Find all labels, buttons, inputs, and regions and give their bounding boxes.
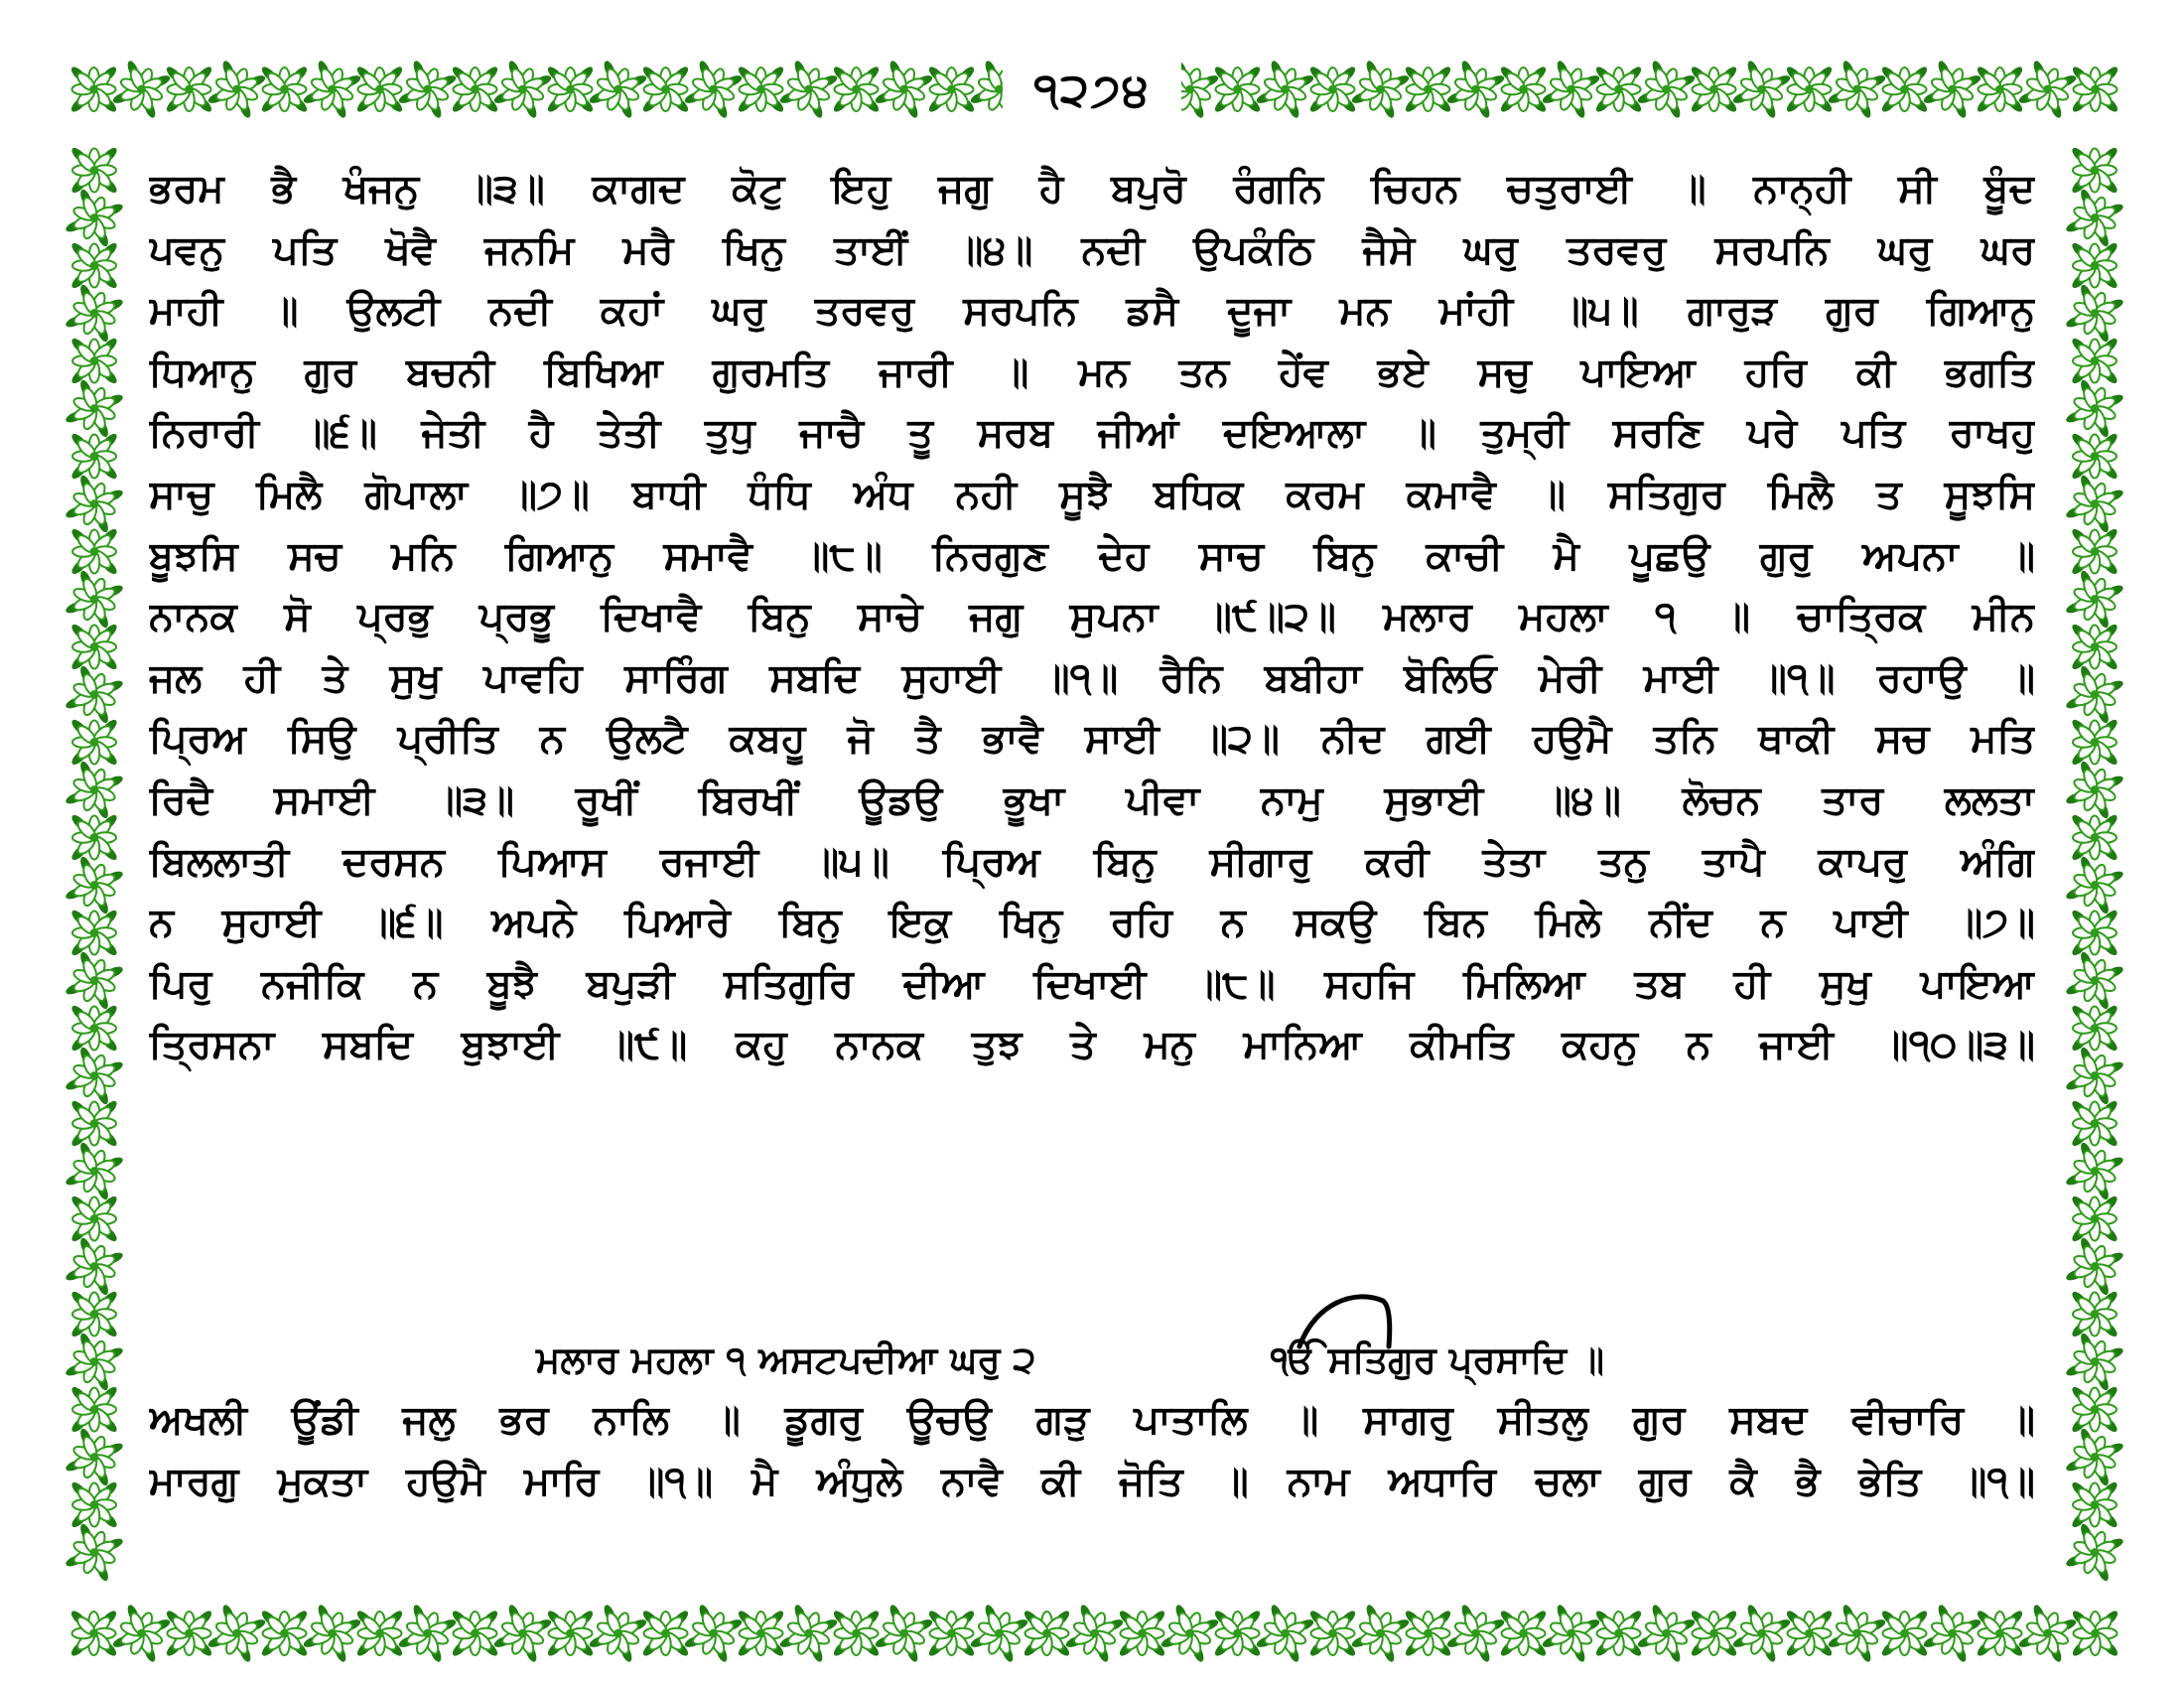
section-heading: ਮਲਾਰ ਮਹਲਾ ੧ ਅਸਟਪਦੀਆ ਘਰੁ ੨ bbox=[536, 1338, 1036, 1381]
flower-icon bbox=[1784, 1609, 1834, 1658]
flower-icon bbox=[1825, 1601, 1889, 1665]
flower-icon bbox=[205, 1601, 269, 1665]
flower-icon bbox=[2015, 57, 2080, 121]
flower-icon bbox=[62, 1234, 126, 1299]
flower-icon bbox=[1253, 1601, 1317, 1665]
flower-icon bbox=[69, 812, 119, 862]
flower-icon bbox=[69, 1194, 119, 1243]
section-heading-row bbox=[149, 1291, 2035, 1400]
flower-icon bbox=[62, 281, 126, 346]
flower-icon bbox=[69, 908, 119, 957]
flower-icon bbox=[2062, 1425, 2126, 1489]
flower-icon bbox=[1443, 57, 1508, 121]
flower-icon bbox=[69, 717, 119, 767]
flower-icon bbox=[1920, 57, 1984, 121]
flower-icon bbox=[2062, 1330, 2126, 1394]
flower-icon bbox=[1212, 65, 1262, 114]
flower-icon bbox=[2062, 281, 2126, 346]
flower-icon bbox=[2062, 567, 2126, 632]
flower-icon bbox=[69, 1289, 119, 1338]
flower-icon bbox=[1729, 1601, 1794, 1665]
flower-icon bbox=[62, 853, 126, 917]
flower-icon bbox=[831, 65, 881, 114]
flower-icon bbox=[1634, 57, 1699, 121]
flower-icon bbox=[831, 1609, 881, 1658]
flower-icon bbox=[2070, 145, 2119, 195]
flower-icon bbox=[1593, 65, 1643, 114]
flower-icon bbox=[69, 431, 119, 481]
flower-icon bbox=[2062, 853, 2126, 917]
flower-icon bbox=[1498, 65, 1548, 114]
flower-icon bbox=[2062, 758, 2126, 822]
flower-icon bbox=[1117, 1609, 1166, 1658]
flower-icon bbox=[1689, 65, 1738, 114]
verse-line: ਧਿਆਨੁ ਗੁਰ ਬਚਨੀ ਬਿਖਿਆ ਗੁਰਮਤਿ ਜਾਰੀ ॥ ਮਨ ਤਨ ਹੇਂਵ ਭਏ ਸਚੁ ਪਾਇਆ ਹਰਿ ਕੀ ਭਗਤਿ bbox=[149, 349, 2035, 395]
flower-icon bbox=[1498, 1609, 1548, 1658]
flower-icon bbox=[1879, 1609, 1929, 1658]
flower-icon bbox=[2062, 472, 2126, 536]
flower-icon bbox=[1022, 1609, 1071, 1658]
flower-icon bbox=[205, 57, 269, 121]
flower-icon bbox=[1975, 65, 2024, 114]
flower-icon bbox=[2070, 622, 2119, 671]
flower-icon bbox=[967, 1601, 1031, 1665]
flower-icon bbox=[62, 1425, 126, 1489]
flower-icon bbox=[640, 65, 690, 114]
flower-icon bbox=[1784, 65, 1834, 114]
flower-icon bbox=[1307, 65, 1357, 114]
flower-icon bbox=[2070, 812, 2119, 862]
flower-icon bbox=[1403, 65, 1452, 114]
flower-icon bbox=[69, 1003, 119, 1053]
flower-icon bbox=[259, 1609, 309, 1658]
verse-line: ਪਵਨੁ ਪਤਿ ਖੋਵੈ ਜਨਮਿ ਮਰੈ ਖਿਨੁ ਤਾਈਂ ॥੪॥ ਨਦੀ ਉਪਕੰਠਿ ਜੈਸੇ ਘਰੁ ਤਰਵਰੁ ਸਰਪਨਿ ਘਰੁ ਘਰ bbox=[149, 226, 2035, 273]
verse-line: ਭਰਮ ਭੈ ਖੰਜਨੁ ॥੩॥ ਕਾਗਦ ਕੋਟੁ ਇਹੁ ਜਗੁ ਹੈ ਬਪੁਰੋ ਰੰਗਨਿ ਚਿਹਨ ਚਤੁਰਾਈ ॥ ਨਾਨ੍ਹੀ ਸੀ ਬੂੰਦ bbox=[149, 166, 2035, 211]
flower-icon bbox=[69, 240, 119, 290]
verse-line: ਰਿਦੈ ਸਮਾਈ ॥੩॥ ਰੂਖੀਂ ਬਿਰਖੀਂ ਊਡਉ ਭੂਖਾ ਪੀਵਾ ਨਾਮੁ ਸੁਭਾਈ ॥੪॥ ਲੋਚਨ ਤਾਰ ਲਲਤਾ bbox=[149, 776, 2035, 823]
flower-icon bbox=[776, 1601, 841, 1665]
verse-line: ਸਾਚੁ ਮਿਲੈ ਗੋਪਾਲਾ ॥੭॥ ਬਾਧੀ ਧੰਧਿ ਅੰਧ ਨਹੀ ਸੂਝੈ ਬਧਿਕ ਕਰਮ ਕਮਾਵੈ ॥ ਸਤਿਗੁਰ ਮਿਲੈ ਤ ਸੂਝਸਿ bbox=[149, 471, 2035, 517]
flower-icon bbox=[872, 1601, 936, 1665]
flower-icon bbox=[586, 57, 650, 121]
tail-text-block bbox=[149, 1390, 2035, 1512]
flower-icon bbox=[62, 1330, 126, 1394]
flower-icon bbox=[1348, 57, 1413, 121]
flower-icon bbox=[2062, 1234, 2126, 1299]
flower-icon bbox=[259, 65, 309, 114]
flower-icon bbox=[62, 1520, 126, 1585]
flower-icon bbox=[69, 622, 119, 671]
flower-icon bbox=[109, 1601, 174, 1665]
flower-icon bbox=[2070, 240, 2119, 290]
verse-line: ਅਖਲੀ ਊਂਡੀ ਜਲੁ ਭਰ ਨਾਲਿ ॥ ਡੂਗਰੁ ਊਚਉ ਗੜੁ ਪਾਤਾਲਿ ॥ ਸਾਗਰੁ ਸੀਤਲੁ ਗੁਰ ਸਬਦ ਵੀਚਾਰਿ ॥ bbox=[149, 1397, 2035, 1443]
flower-icon bbox=[776, 57, 841, 121]
flower-icon bbox=[68, 1609, 118, 1658]
main-text-block bbox=[149, 159, 2035, 1076]
flower-icon bbox=[2070, 65, 2119, 114]
flower-icon bbox=[69, 1384, 119, 1434]
flower-icon bbox=[69, 1479, 119, 1529]
flower-icon bbox=[2070, 336, 2119, 385]
flower-icon bbox=[681, 57, 746, 121]
flower-icon bbox=[1307, 1609, 1357, 1658]
flower-icon bbox=[164, 1609, 213, 1658]
flower-icon bbox=[62, 662, 126, 727]
verse-line: ਮਾਰਗੁ ਮੁਕਤਾ ਹਉਮੈ ਮਾਰਿ ॥੧॥ ਮੈ ਅੰਧੁਲੇ ਨਾਵੈ ਕੀ ਜੋਤਿ ॥ ਨਾਮ ਅਧਾਰਿ ਚਲਾ ਗੁਰ ਕੈ ਭੈ ਭੇਤਿ ॥੧॥ bbox=[149, 1458, 2035, 1504]
flower-icon bbox=[2062, 1520, 2126, 1585]
page-number-box bbox=[1003, 58, 1181, 123]
flower-icon bbox=[490, 1601, 555, 1665]
floral-border-left bbox=[60, 124, 129, 1599]
flower-icon bbox=[681, 1601, 746, 1665]
verse-line: ਤ੍ਰਿਸਨਾ ਸਬਦਿ ਬੁਝਾਈ ॥੯॥ ਕਹੁ ਨਾਨਕ ਤੁਝ ਤੇ ਮਨੁ ਮਾਨਿਆ ਕੀਮਤਿ ਕਹਨੁ ਨ ਜਾਈ ॥੧੦॥੩॥ bbox=[149, 1022, 2035, 1068]
flower-icon bbox=[2070, 1194, 2119, 1243]
flower-icon bbox=[2062, 1139, 2126, 1203]
flower-icon bbox=[69, 526, 119, 576]
flower-icon bbox=[68, 65, 118, 114]
flower-icon bbox=[2070, 1479, 2119, 1529]
flower-icon bbox=[69, 1098, 119, 1148]
flower-icon bbox=[1348, 1601, 1413, 1665]
flower-icon bbox=[2062, 376, 2126, 441]
flower-icon bbox=[1920, 1601, 1984, 1665]
flower-icon bbox=[69, 336, 119, 385]
flower-icon bbox=[736, 1609, 785, 1658]
flower-icon bbox=[1539, 1601, 1603, 1665]
flower-icon bbox=[586, 1601, 650, 1665]
verse-line: ਨ ਸੁਹਾਈ ॥੬॥ ਅਪਨੇ ਪਿਆਰੇ ਬਿਨੁ ਇਕੁ ਖਿਨੁ ਰਹਿ ਨ ਸਕਉ ਬਿਨ ਮਿਲੇ ਨੀਂਦ ਨ ਪਾਈ ॥੭॥ bbox=[149, 900, 2035, 946]
flower-icon bbox=[1593, 1609, 1643, 1658]
flower-icon bbox=[736, 65, 785, 114]
flower-icon bbox=[872, 57, 936, 121]
flower-icon bbox=[490, 57, 555, 121]
flower-icon bbox=[109, 57, 174, 121]
flower-icon bbox=[640, 1609, 690, 1658]
verse-line: ਜਲ ਹੀ ਤੇ ਸੁਖੁ ਪਾਵਹਿ ਸਾਰਿੰਗ ਸਬਦਿ ਸੁਹਾਈ ॥੧॥ ਰੈਨਿ ਬਬੀਹਾ ਬੋਲਿਓ ਮੇਰੀ ਮਾਈ ॥੧॥ ਰਹਾਉ ॥ bbox=[149, 654, 2035, 701]
flower-icon bbox=[2070, 1098, 2119, 1148]
flower-icon bbox=[1253, 57, 1317, 121]
flower-icon bbox=[2062, 1044, 2126, 1108]
flower-icon bbox=[395, 1601, 460, 1665]
verse-line: ਮਾਹੀ ॥ ਉਲਟੀ ਨਦੀ ਕਹਾਂ ਘਰੁ ਤਰਵਰੁ ਸਰਪਨਿ ਡਸੈ ਦੂਜਾ ਮਨ ਮਾਂਹੀ ॥੫॥ ਗਾਰੁੜ ਗੁਰ ਗਿਆਨੁ bbox=[149, 288, 2035, 335]
flower-icon bbox=[1158, 1601, 1222, 1665]
flower-icon bbox=[545, 65, 595, 114]
flower-icon bbox=[164, 65, 213, 114]
flower-icon bbox=[2070, 1384, 2119, 1434]
floral-border-bottom bbox=[60, 1599, 2129, 1668]
flower-icon bbox=[62, 472, 126, 536]
flower-icon bbox=[395, 57, 460, 121]
flower-icon bbox=[300, 57, 364, 121]
flower-icon bbox=[450, 1609, 499, 1658]
flower-icon bbox=[926, 65, 976, 114]
flower-icon bbox=[2062, 948, 2126, 1013]
flower-icon bbox=[1062, 1601, 1127, 1665]
flower-icon bbox=[2070, 1609, 2119, 1658]
flower-icon bbox=[2062, 186, 2126, 250]
flower-icon bbox=[1689, 1609, 1738, 1658]
flower-icon bbox=[1539, 57, 1603, 121]
flower-icon bbox=[1403, 1609, 1452, 1658]
flower-icon bbox=[1729, 57, 1794, 121]
floral-border-right bbox=[2060, 124, 2129, 1599]
flower-icon bbox=[2070, 1003, 2119, 1053]
flower-icon bbox=[2062, 662, 2126, 727]
verse-line: ਪਿਰੁ ਨਜੀਕਿ ਨ ਬੂਝੈ ਬਪੁੜੀ ਸਤਿਗੁਰਿ ਦੀਆ ਦਿਖਾਈ ॥੮॥ ਸਹਜਿ ਮਿਲਿਆ ਤਬ ਹੀ ਸੁਖੁ ਪਾਇਆ bbox=[149, 960, 2035, 1007]
flower-icon bbox=[69, 145, 119, 195]
flower-icon bbox=[62, 758, 126, 822]
verse-line: ਨਿਰਾਰੀ ॥੬॥ ਜੇਤੀ ਹੈ ਤੇਤੀ ਤੁਧੁ ਜਾਚੈ ਤੂ ਸਰਬ ਜੀਆਂ ਦਇਆਲਾ ॥ ਤੁਮ੍ਰੀ ਸਰਣਿ ਪਰੇ ਪਤਿ ਰਾਖਹੁ bbox=[149, 410, 2035, 457]
flower-icon bbox=[2015, 1601, 2080, 1665]
flower-icon bbox=[354, 65, 404, 114]
verse-line: ਪ੍ਰਿਅ ਸਿਉ ਪ੍ਰੀਤਿ ਨ ਉਲਟੈ ਕਬਹੂ ਜੋ ਤੈ ਭਾਵੈ ਸਾਈ ॥੨॥ ਨੀਦ ਗਈ ਹਉਮੈ ਤਨਿ ਥਾਕੀ ਸਚ ਮਤਿ bbox=[149, 716, 2035, 763]
flower-icon bbox=[926, 1609, 976, 1658]
flower-icon bbox=[2070, 526, 2119, 576]
flower-icon bbox=[62, 1139, 126, 1203]
flower-icon bbox=[1634, 1601, 1699, 1665]
flower-icon bbox=[62, 948, 126, 1013]
flower-icon bbox=[62, 186, 126, 250]
verse-line: ਬਿਲਲਾਤੀ ਦਰਸਨ ਪਿਆਸ ਰਜਾਈ ॥੫॥ ਪ੍ਰਿਅ ਬਿਨੁ ਸੀਗਾਰੁ ਕਰੀ ਤੇਤਾ ਤਨੁ ਤਾਪੈ ਕਾਪਰੁ ਅੰਗਿ bbox=[149, 838, 2035, 885]
flower-icon bbox=[1879, 65, 1929, 114]
flower-icon bbox=[2070, 1289, 2119, 1338]
flower-icon bbox=[545, 1609, 595, 1658]
flower-icon bbox=[300, 1601, 364, 1665]
flower-icon bbox=[1825, 57, 1889, 121]
flower-icon bbox=[354, 1609, 404, 1658]
flower-icon bbox=[2070, 431, 2119, 481]
flower-icon bbox=[62, 376, 126, 441]
flower-icon bbox=[1975, 1609, 2024, 1658]
flower-icon bbox=[62, 1044, 126, 1108]
flower-icon bbox=[1443, 1601, 1508, 1665]
flower-icon bbox=[62, 567, 126, 632]
flower-icon bbox=[1212, 1609, 1262, 1658]
flower-icon bbox=[2070, 717, 2119, 767]
page-number: ੧੨੭੪ bbox=[1033, 63, 1151, 116]
verse-line: ਨਾਨਕ ਸੋ ਪ੍ਰਭੁ ਪ੍ਰਭੂ ਦਿਖਾਵੈ ਬਿਨੁ ਸਾਚੇ ਜਗੁ ਸੁਪਨਾ ॥੯॥੨॥ ਮਲਾਰ ਮਹਲਾ ੧ ॥ ਚਾਤ੍ਰਿਕ ਮੀਨ bbox=[149, 594, 2035, 640]
mool-mantar: ੴ ਸਤਿਗੁਰ ਪ੍ਰਸਾਦਿ ॥ bbox=[1271, 1338, 1604, 1381]
flower-icon bbox=[2070, 908, 2119, 957]
flower-icon bbox=[450, 65, 499, 114]
verse-line: ਬੂਝਸਿ ਸਚ ਮਨਿ ਗਿਆਨੁ ਸਮਾਵੈ ॥੮॥ ਨਿਰਗੁਣ ਦੇਹ ਸਾਚ ਬਿਨੁ ਕਾਚੀ ਮੈ ਪੂਛਉ ਗੁਰੁ ਅਪਨਾ ॥ bbox=[149, 532, 2035, 579]
